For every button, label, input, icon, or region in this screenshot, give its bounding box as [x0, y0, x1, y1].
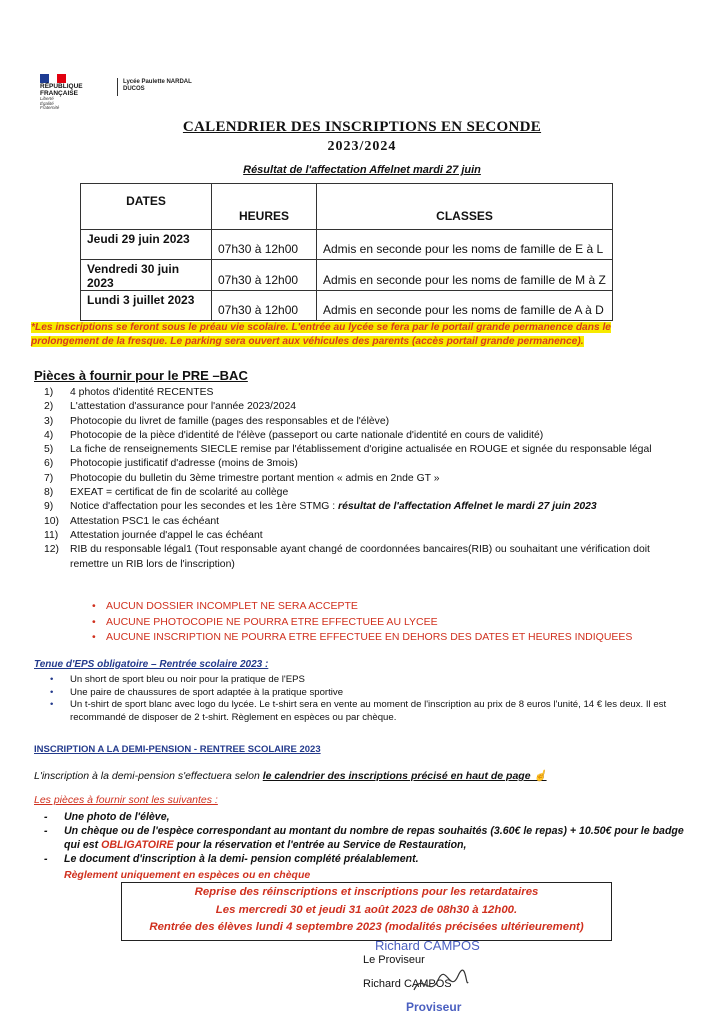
dp-text-calendar: le calendrier des inscriptions précisé en haut de page ☝ — [262, 770, 547, 782]
item-text: Un t-shirt de sport blanc avec logo du lycée. Le t-shirt sera en vente au moment de l'inscription au prix de 8 euros l'unité, 14 € les deux. Il est recommandé de disposer de 2 t-shirt. Règlement en espèces ou par chèque. — [70, 699, 667, 723]
list-item — [44, 486, 684, 500]
pieces-dp-title: Les pièces à fournir sont les suivantes : — [34, 794, 218, 806]
box-line-2: Les mercredi 30 et jeudi 31 août 2023 de 08h30 à 12h00. — [215, 903, 518, 916]
list-item — [44, 529, 684, 543]
item-text: Photocopie justificatif d'adresse (moins de 3mois) — [70, 458, 298, 470]
warning-item — [92, 630, 632, 646]
item-number: 8) — [44, 487, 54, 499]
item-text: Un chèque ou de l'espèce correspondant au montant du nombre de repas souhaités (3.60€ le repas) + 10.50€ pour le badge qui est — [64, 825, 684, 851]
list-item — [44, 472, 684, 486]
signatory-name: Richard CAMPOS — [363, 978, 452, 990]
item-number: 6) — [44, 458, 54, 470]
list-item — [44, 500, 684, 514]
devise-egalite: Égalité — [40, 100, 54, 106]
list-item — [44, 443, 684, 457]
item-text: La fiche de renseignements SIECLE remise par l'établissement d'origine actualisée en ROUGE et signée du responsable légal — [70, 444, 652, 456]
bullet-icon: • — [92, 631, 96, 643]
item-number: 1) — [44, 387, 54, 398]
handwritten-signature — [410, 968, 470, 1000]
item-text: Attestation journée d'appel le cas échéant — [70, 529, 263, 541]
row-hours: 07h30 à 12h00 — [212, 230, 317, 260]
eps-title: Tenue d'EPS obligatoire – Rentrée scolaire 2023 : — [34, 659, 269, 670]
obligatoire-label: OBLIGATOIRE — [101, 839, 174, 851]
item-number: 12) — [44, 544, 60, 556]
list-item — [44, 824, 694, 852]
devise — [40, 97, 59, 111]
item-text: 4 photos d'identité RECENTES — [70, 387, 214, 398]
item-text: Une photo de l'élève, — [64, 811, 170, 823]
item-text: Photocopie de la pièce d'identité de l'élève (passeport ou carte nationale d'identité en cours de validité) — [70, 429, 544, 441]
payment-note: Règlement uniquement en espèces ou en chèque — [64, 869, 311, 881]
page-title: CALENDRIER DES INSCRIPTIONS EN SECONDE — [182, 119, 542, 135]
page-year: 2023/2024 — [327, 139, 397, 154]
warnings-list — [92, 599, 632, 646]
table-header-row — [81, 184, 613, 230]
item-number: 11) — [44, 529, 59, 541]
eps-list — [50, 674, 690, 724]
affectation-result: Résultat de l'affectation Affelnet mardi 27 juin — [243, 164, 481, 176]
header-separator — [117, 78, 118, 96]
dash: - — [44, 811, 48, 823]
warning-item — [92, 599, 632, 615]
republique-francaise-label — [40, 83, 83, 97]
box-line-3: Rentrée des élèves lundi 4 septembre 2023 (modalités précisées ultérieurement) — [149, 921, 584, 933]
item-number: 7) — [44, 472, 54, 484]
header-dates: DATES — [81, 184, 212, 230]
stamp-role: Proviseur — [406, 1000, 462, 1014]
flag-blue — [40, 74, 49, 83]
box-line-1: Reprise des réinscriptions et inscriptions pour les retardataires — [194, 886, 539, 898]
item-text: Une paire de chaussures de sport adaptée à la pratique sportive — [70, 686, 344, 698]
school-name: Lycée Paulette NARDAL — [123, 79, 192, 85]
table-row — [81, 291, 613, 321]
table-row — [81, 230, 613, 260]
pieces-title: Pièces à fournir pour le PRE –BAC — [34, 368, 248, 383]
inscription-location-note — [31, 321, 685, 349]
item-number: 10) — [44, 515, 60, 527]
item-text: Attestation PSC1 le cas échéant — [70, 515, 220, 527]
warning-text: AUCUNE PHOTOCOPIE NE POURRA ETRE EFFECTUEE AU LYCEE — [106, 615, 438, 628]
flag-white — [49, 74, 58, 83]
item-text: Photocopie du livret de famille (pages des responsables et de l'élève) — [70, 415, 390, 427]
late-registration-box — [121, 882, 612, 941]
item-emphasis: résultat de l'affectation Affelnet le mardi 27 juin 2023 — [338, 501, 597, 513]
table-row — [81, 260, 613, 291]
list-item — [44, 400, 684, 414]
dp-text-start: L'inscription à la demi-pension s'effectuera selon — [34, 770, 263, 782]
list-item — [50, 699, 690, 724]
list-item — [44, 457, 684, 471]
list-item — [44, 515, 684, 529]
item-number: 5) — [44, 444, 54, 456]
pieces-list — [44, 386, 684, 572]
devise-fraternite: Fraternité — [40, 105, 60, 110]
row-hours: 07h30 à 12h00 — [212, 291, 317, 321]
row-date: Lundi 3 juillet 2023 — [81, 291, 212, 321]
item-text: Un short de sport bleu ou noir pour la pratique de l'EPS — [70, 674, 305, 685]
bullet-icon: • — [50, 699, 54, 711]
row-classes: Admis en seconde pour les noms de famille de E à L — [317, 230, 613, 260]
school-town: DUCOS — [123, 86, 145, 92]
demi-pension-text — [34, 769, 547, 782]
list-item — [44, 429, 684, 443]
calendar-table — [80, 183, 613, 321]
row-classes: Admis en seconde pour les noms de famille de A à D — [317, 291, 613, 321]
pieces-dp-list — [44, 810, 694, 866]
warning-text: AUCUN DOSSIER INCOMPLET NE SERA ACCEPTE — [106, 600, 358, 612]
bullet-icon: • — [50, 674, 54, 685]
bullet-icon: • — [92, 615, 96, 628]
note-line-1: *Les inscriptions se feront sous le préau vie scolaire. L'entrée au lycée se fera par le portail grande permanence dans le — [31, 322, 611, 333]
bullet-icon: • — [92, 600, 96, 612]
row-date: Jeudi 29 juin 2023 — [81, 230, 212, 260]
list-item — [50, 674, 690, 687]
flag-red — [57, 74, 66, 83]
warning-item — [92, 615, 632, 631]
republique-line2: FRANÇAISE — [40, 90, 78, 97]
dash: - — [44, 853, 48, 865]
item-text: RIB du responsable légal1 (Tout responsable ayant changé de coordonnées bancaires(RIB) ou souhaitant une vérification doit remettre un RIB lors de l'inscription) — [70, 544, 650, 570]
header-hours: HEURES — [212, 184, 317, 230]
list-item — [44, 852, 694, 866]
item-number: 9) — [44, 501, 54, 513]
row-hours: 07h30 à 12h00 — [212, 260, 317, 291]
devise-liberte: Liberté — [40, 96, 54, 101]
item-text: Photocopie du bulletin du 3ème trimestre portant mention « admis en 2nde GT » — [70, 472, 440, 484]
stamp-name: Richard CAMPOS — [375, 938, 480, 953]
dash: - — [44, 825, 48, 837]
item-number: 4) — [44, 429, 54, 441]
item-number: 2) — [44, 401, 54, 413]
item-text: Le document d'inscription à la demi- pension complété préalablement. — [64, 853, 419, 865]
republique-line1: RÉPUBLIQUE — [40, 83, 83, 90]
list-item — [44, 386, 684, 400]
list-item — [44, 543, 684, 572]
item-number: 3) — [44, 415, 54, 427]
bullet-icon: • — [50, 686, 54, 698]
signatory-role: Le Proviseur — [363, 954, 425, 966]
demi-pension-title: INSCRIPTION A LA DEMI-PENSION - RENTREE SCOLAIRE 2023 — [34, 744, 321, 755]
note-line-2: prolongement de la fresque. Le parking sera ouvert aux véhicules des parents (accès portail grande permanence). — [31, 336, 584, 347]
list-item — [50, 687, 690, 700]
header-classes: CLASSES — [317, 184, 613, 230]
item-text: Notice d'affectation pour les secondes et les 1ère STMG : — [70, 501, 339, 513]
item-text-after: pour la réservation et l'entrée au Service de Restauration, — [173, 839, 467, 851]
list-item — [44, 415, 684, 429]
list-item — [44, 810, 694, 824]
school-name-block — [123, 79, 192, 93]
row-date: Vendredi 30 juin 2023 — [81, 260, 212, 291]
french-flag-logo — [40, 74, 66, 83]
item-text: L'attestation d'assurance pour l'année 2023/2024 — [70, 401, 297, 413]
warning-text: AUCUNE INSCRIPTION NE POURRA ETRE EFFECTUEE EN DEHORS DES DATES ET HEURES INDIQUEES — [106, 631, 633, 643]
row-classes: Admis en seconde pour les noms de famille de M à Z — [317, 260, 613, 291]
item-text: EXEAT = certificat de fin de scolarité au collège — [70, 487, 289, 499]
